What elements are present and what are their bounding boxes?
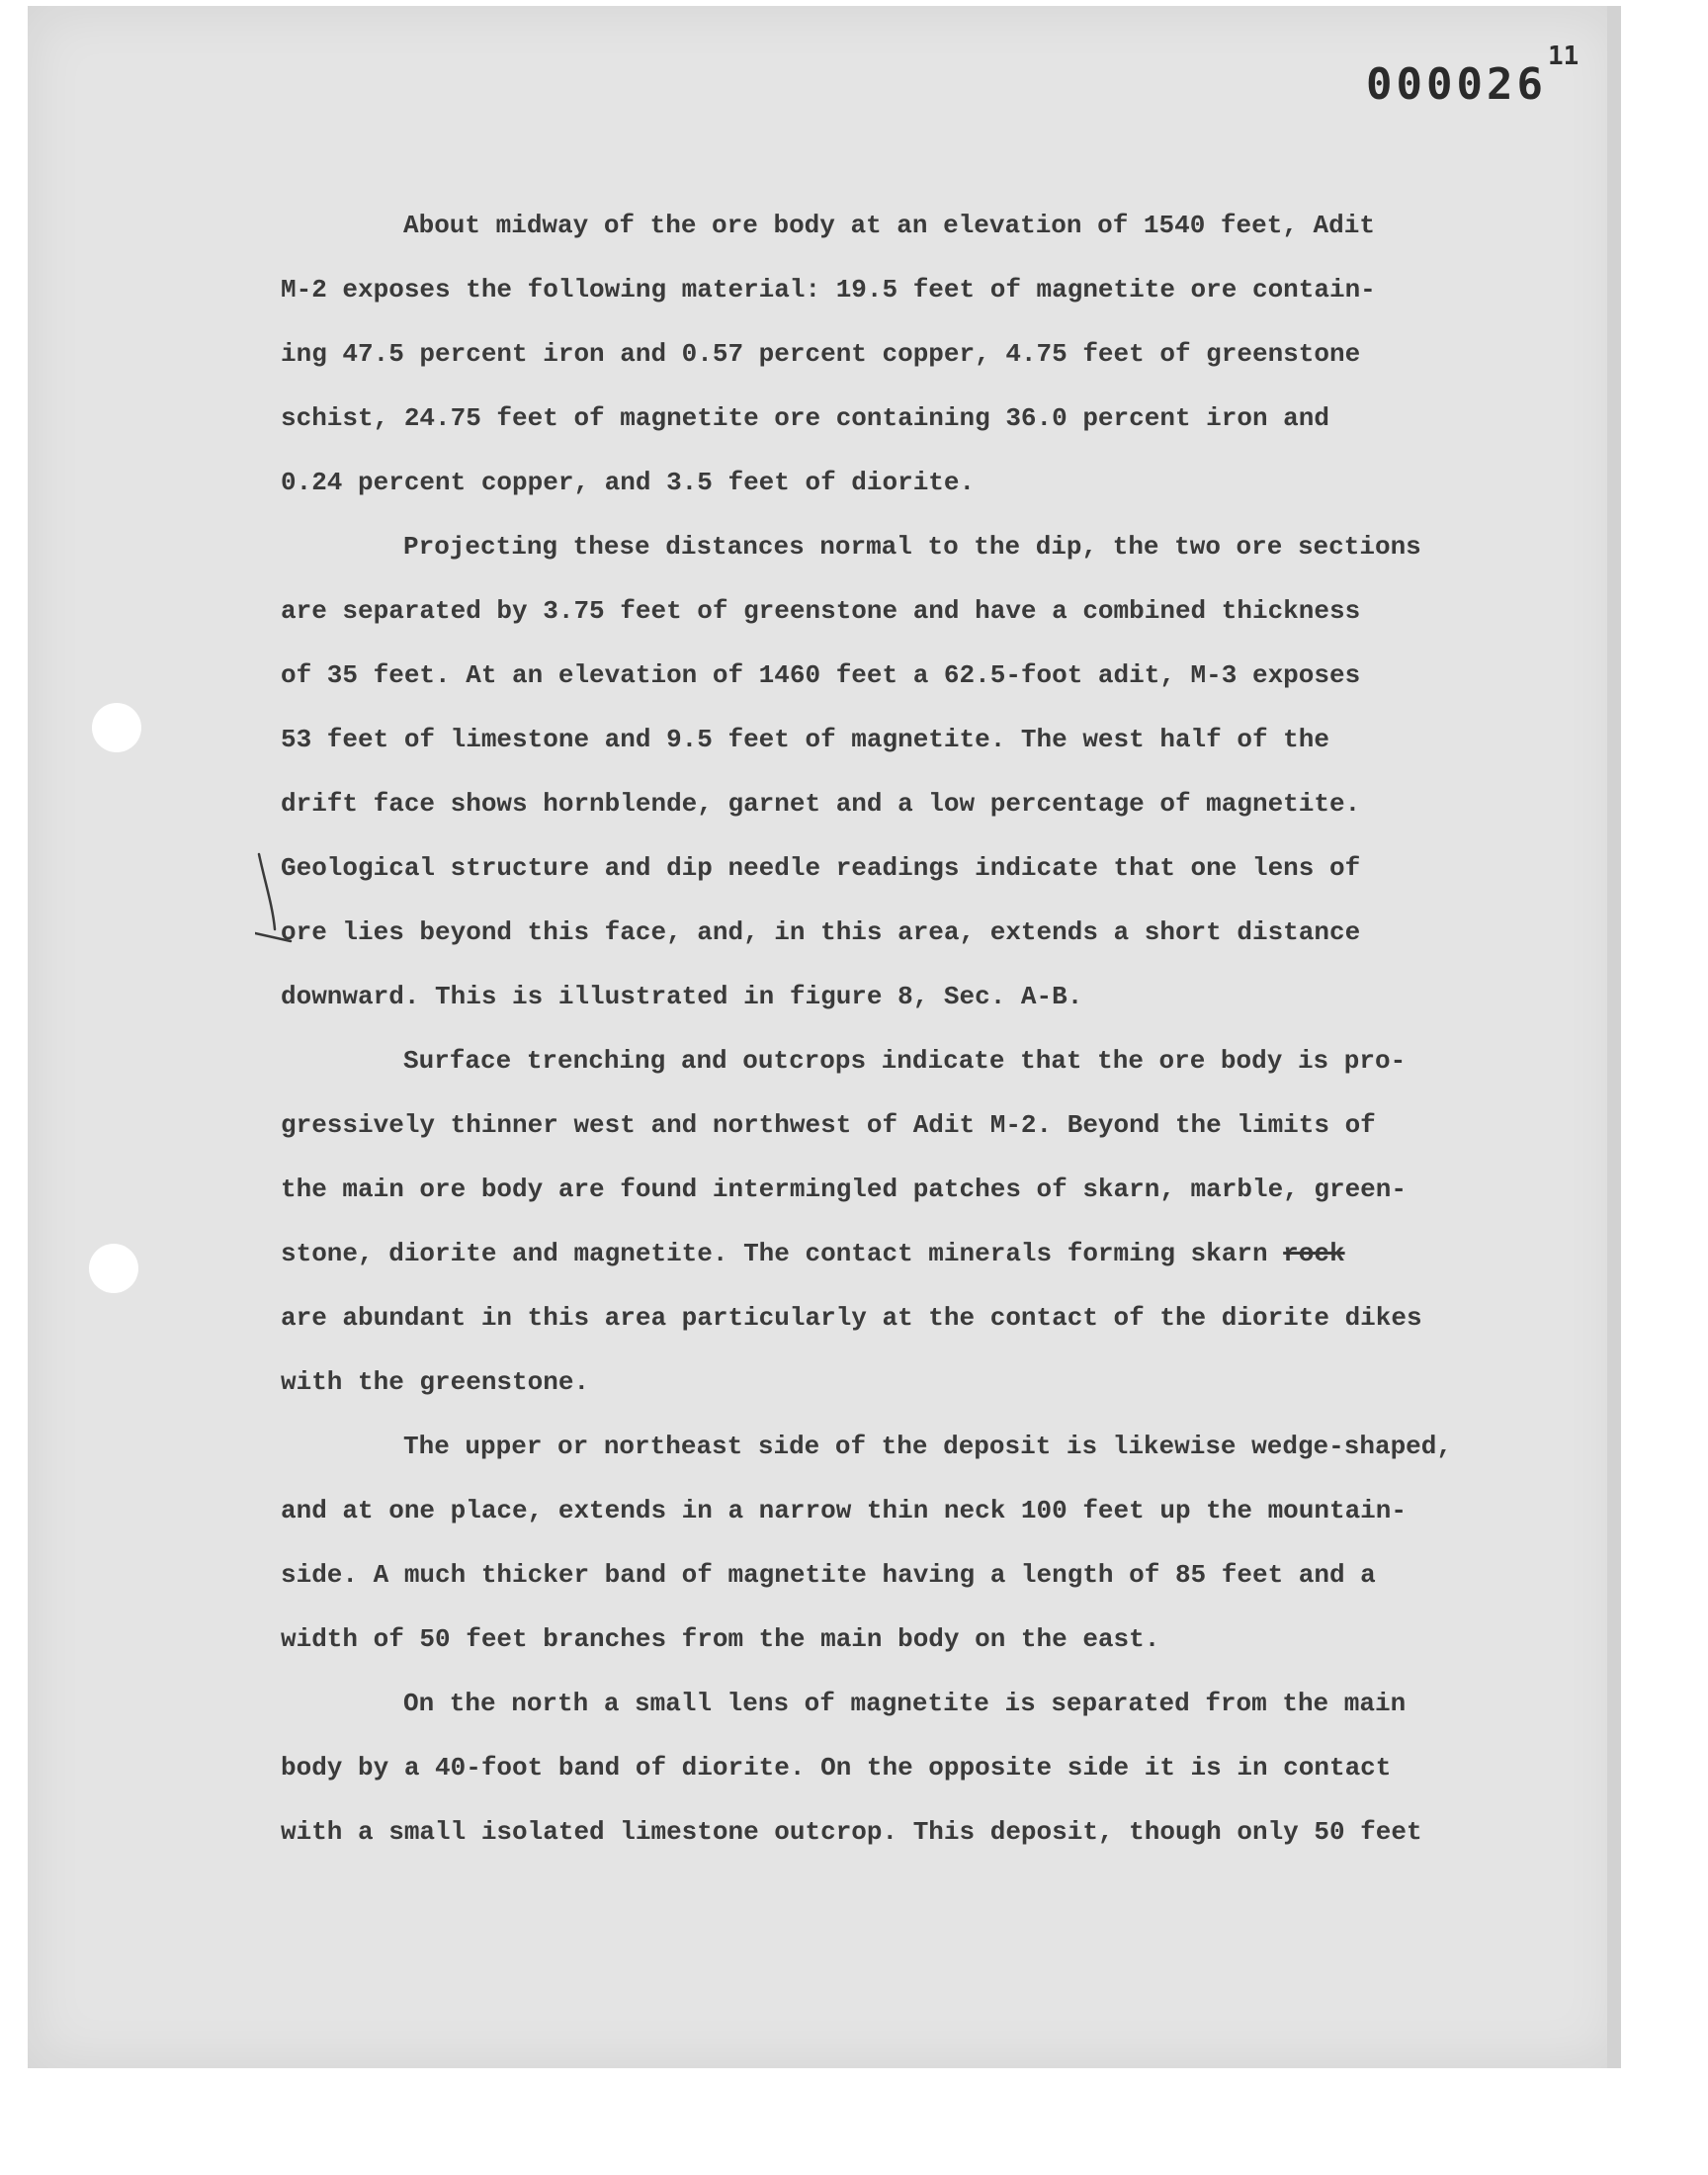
text-line: of 35 feet. At an elevation of 1460 feet a 62.5-foot adit, M-3 exposes [281,660,1361,690]
text-line: are separated by 3.75 feet of greenstone and have a combined thickness [281,596,1361,626]
text-line: and at one place, extends in a narrow thin neck 100 feet up the mountain- [281,1496,1407,1525]
text-line: with the greenstone. [281,1367,590,1397]
text-line: downward. This is illustrated in figure 8, Sec. A-B. [281,982,1083,1011]
text-line: the main ore body are found intermingled patches of skarn, marble, green- [281,1174,1407,1204]
text-line: M-2 exposes the following material: 19.5 feet of magnetite ore contain- [281,275,1376,304]
text-line-with-strikeout [281,1222,1526,1286]
paragraph [281,1672,1526,1865]
paragraph [281,1029,1526,1415]
struck-word: rock [1283,1239,1345,1268]
text-line: Surface trenching and outcrops indicate that the ore body is pro- [403,1046,1407,1076]
text-line: Geological structure and dip needle readings indicate that one lens of [281,853,1361,883]
text-line: ing 47.5 percent iron and 0.57 percent copper, 4.75 feet of greenstone [281,339,1361,369]
document-number: 000026 [1366,59,1547,110]
text-line: 53 feet of limestone and 9.5 feet of magnetite. The west half of the [281,725,1329,754]
text-line: gressively thinner west and northwest of Adit M-2. Beyond the limits of [281,1110,1376,1140]
text-segment: stone, diorite and magnetite. The contact minerals forming skarn [281,1239,1284,1268]
paragraph [281,515,1526,1029]
text-line: width of 50 feet branches from the main body on the east. [281,1624,1160,1654]
page-number: 11 [1548,42,1580,71]
text-line: Projecting these distances normal to the dip, the two ore sections [403,532,1421,562]
text-line: schist, 24.75 feet of magnetite ore containing 36.0 percent iron and [281,403,1329,433]
text-line: On the north a small lens of magnetite is separated from the main [403,1689,1407,1718]
text-line: are abundant in this area particularly at the contact of the diorite dikes [281,1303,1422,1333]
document-body [281,194,1526,1865]
punch-hole-icon [89,1244,138,1293]
text-line: The upper or northeast side of the deposit is likewise wedge-shaped, [403,1432,1452,1461]
text-line: drift face shows hornblende, garnet and a low percentage of magnetite. [281,789,1361,819]
paragraph [281,1415,1526,1672]
text-line: About midway of the ore body at an elevation of 1540 feet, Adit [403,211,1375,240]
text-line: with a small isolated limestone outcrop. This deposit, though only 50 feet [281,1817,1422,1847]
punch-hole-icon [92,703,141,752]
text-line: side. A much thicker band of magnetite having a length of 85 feet and a [281,1560,1376,1590]
paragraph [281,194,1526,515]
text-line: 0.24 percent copper, and 3.5 feet of diorite. [281,468,976,497]
paper-edge [1607,6,1621,2068]
text-line: ore lies beyond this face, and, in this area, extends a short distance [281,917,1361,947]
text-line: body by a 40-foot band of diorite. On the opposite side it is in contact [281,1753,1392,1783]
